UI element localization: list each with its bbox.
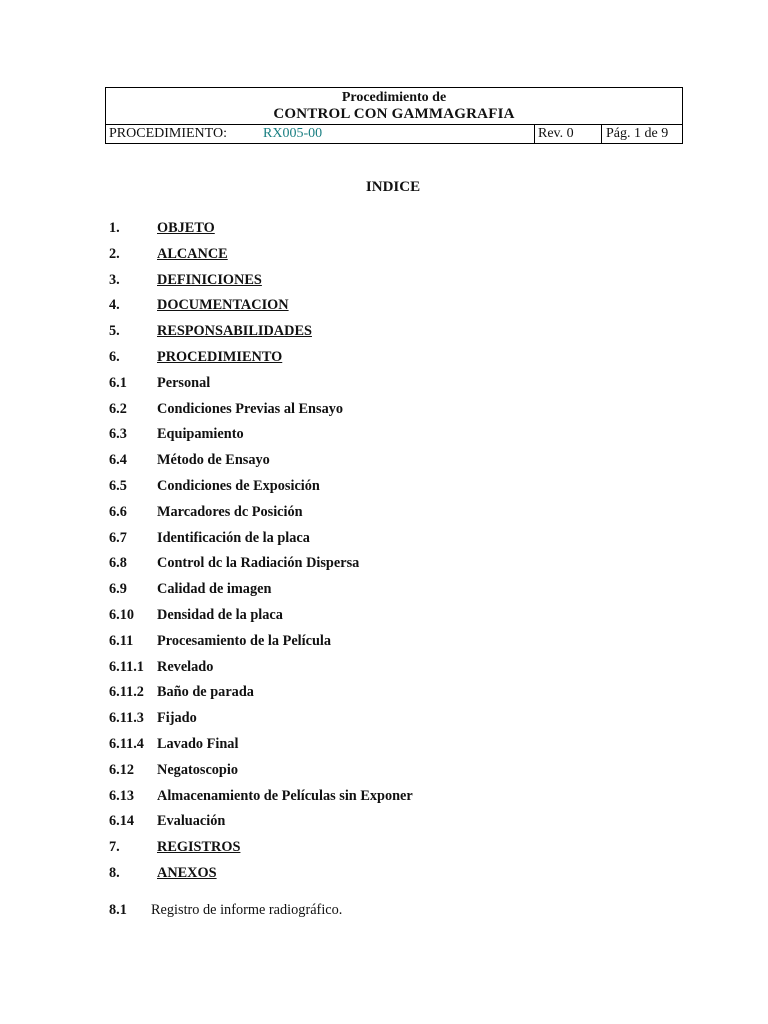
- toc-item-number: 6.: [109, 348, 120, 365]
- annex-number: 8.1: [109, 902, 127, 918]
- toc-item-title: Almacenamiento de Películas sin Exponer: [157, 787, 413, 804]
- procedure-code: RX005-00: [263, 126, 323, 141]
- toc-item: [109, 476, 413, 502]
- revision-value: Rev. 0: [538, 126, 574, 141]
- toc-item-title: Marcadores dc Posición: [157, 503, 303, 520]
- toc-item: [109, 347, 413, 373]
- toc-item-number: 6.2: [109, 400, 127, 417]
- revision-cell: [535, 125, 602, 144]
- annex-text: Registro de informe radiográfico.: [151, 902, 343, 918]
- toc-item: [109, 863, 413, 889]
- toc-item: [109, 373, 413, 399]
- toc-item: [109, 528, 413, 554]
- procedure-cell: [106, 125, 535, 144]
- toc-item-title: ANEXOS: [157, 864, 217, 881]
- toc-item-title: Identificación de la placa: [157, 529, 310, 546]
- toc-item-number: 8.: [109, 864, 120, 881]
- toc-item-number: 6.3: [109, 426, 127, 443]
- toc-item-title: ALCANCE: [157, 245, 228, 262]
- toc-item-title: Calidad de imagen: [157, 581, 272, 598]
- toc-item: [109, 270, 413, 296]
- toc-item-number: 6.6: [109, 503, 127, 520]
- toc-item-number: 6.1: [109, 374, 127, 391]
- toc-item-title: Procesamiento de la Película: [157, 632, 332, 649]
- toc-item-number: 5.: [109, 323, 120, 340]
- toc-item: [109, 218, 413, 244]
- toc-item-number: 6.7: [109, 529, 127, 546]
- toc-item-title: Equipamiento: [157, 426, 244, 443]
- toc-item-number: 6.12: [109, 761, 135, 778]
- toc-item-title: RESPONSABILIDADES: [157, 323, 312, 340]
- table-of-contents: [109, 218, 413, 889]
- toc-item-number: 3.: [109, 271, 120, 288]
- toc-item-title: Baño de parada: [157, 684, 254, 701]
- toc-item-number: 6.9: [109, 581, 127, 598]
- toc-item: [109, 553, 413, 579]
- toc-item-title: OBJETO: [157, 220, 215, 236]
- toc-item-title: Control dc la Radiación Dispersa: [157, 555, 360, 572]
- toc-item-title: REGISTROS: [157, 839, 241, 856]
- toc-item: [109, 321, 413, 347]
- toc-item-title: Condiciones de Exposición: [157, 477, 320, 494]
- toc-item-title: Revelado: [157, 658, 214, 675]
- toc-item: [109, 760, 413, 786]
- toc-item: [109, 502, 413, 528]
- toc-item-title: Densidad de la placa: [157, 606, 283, 623]
- toc-item-number: 6.11.1: [109, 658, 144, 675]
- toc-item: [109, 631, 413, 657]
- document-header: [105, 87, 683, 144]
- toc-item-number: 6.13: [109, 787, 135, 804]
- toc-item: [109, 605, 413, 631]
- toc-item-number: 6.8: [109, 555, 127, 572]
- toc-item: [109, 295, 413, 321]
- toc-item: [109, 399, 413, 425]
- toc-item: [109, 450, 413, 476]
- toc-item-title: PROCEDIMIENTO: [157, 348, 283, 365]
- toc-item-title: Negatoscopio: [157, 761, 239, 778]
- toc-item: [109, 244, 413, 270]
- toc-item-title: DOCUMENTACION: [157, 297, 289, 314]
- toc-item-number: 6.11.3: [109, 710, 144, 727]
- procedure-label: PROCEDIMIENTO:: [109, 126, 227, 141]
- toc-item-number: 1.: [109, 220, 120, 236]
- document-title: [106, 88, 683, 125]
- toc-item-number: 4.: [109, 297, 120, 314]
- toc-item-title: Lavado Final: [157, 735, 239, 752]
- index-title: INDICE: [365, 179, 421, 195]
- toc-item-title: Método de Ensayo: [157, 452, 270, 469]
- annex-entry: [109, 902, 342, 919]
- toc-item-title: DEFINICIONES: [157, 271, 262, 288]
- toc-item-number: 6.5: [109, 477, 127, 494]
- toc-item-number: 6.11.2: [109, 684, 144, 701]
- toc-item-number: 6.10: [109, 606, 135, 623]
- toc-item-number: 6.11: [109, 632, 134, 649]
- toc-item: [109, 734, 413, 760]
- toc-item: [109, 579, 413, 605]
- toc-item: [109, 837, 413, 863]
- page-cell: [602, 125, 683, 144]
- toc-item: [109, 811, 413, 837]
- toc-item: [109, 424, 413, 450]
- toc-item: [109, 682, 413, 708]
- toc-item: [109, 786, 413, 812]
- title-line-1: Procedimiento de: [341, 89, 447, 105]
- toc-item-number: 7.: [109, 839, 120, 856]
- toc-item-number: 6.4: [109, 452, 127, 469]
- toc-item: [109, 708, 413, 734]
- toc-item-number: 6.14: [109, 813, 135, 830]
- title-line-2: CONTROL CON GAMMAGRAFIA: [273, 105, 515, 122]
- toc-item-title: Condiciones Previas al Ensayo: [157, 400, 344, 417]
- toc-item-title: Fijado: [157, 710, 197, 727]
- toc-item-title: Evaluación: [157, 813, 226, 830]
- toc-item-title: Personal: [157, 374, 211, 391]
- toc-item-number: 6.11.4: [109, 735, 144, 752]
- toc-item-number: 2.: [109, 245, 120, 262]
- page-number: Pág. 1 de 9: [606, 126, 669, 141]
- toc-item: [109, 657, 413, 683]
